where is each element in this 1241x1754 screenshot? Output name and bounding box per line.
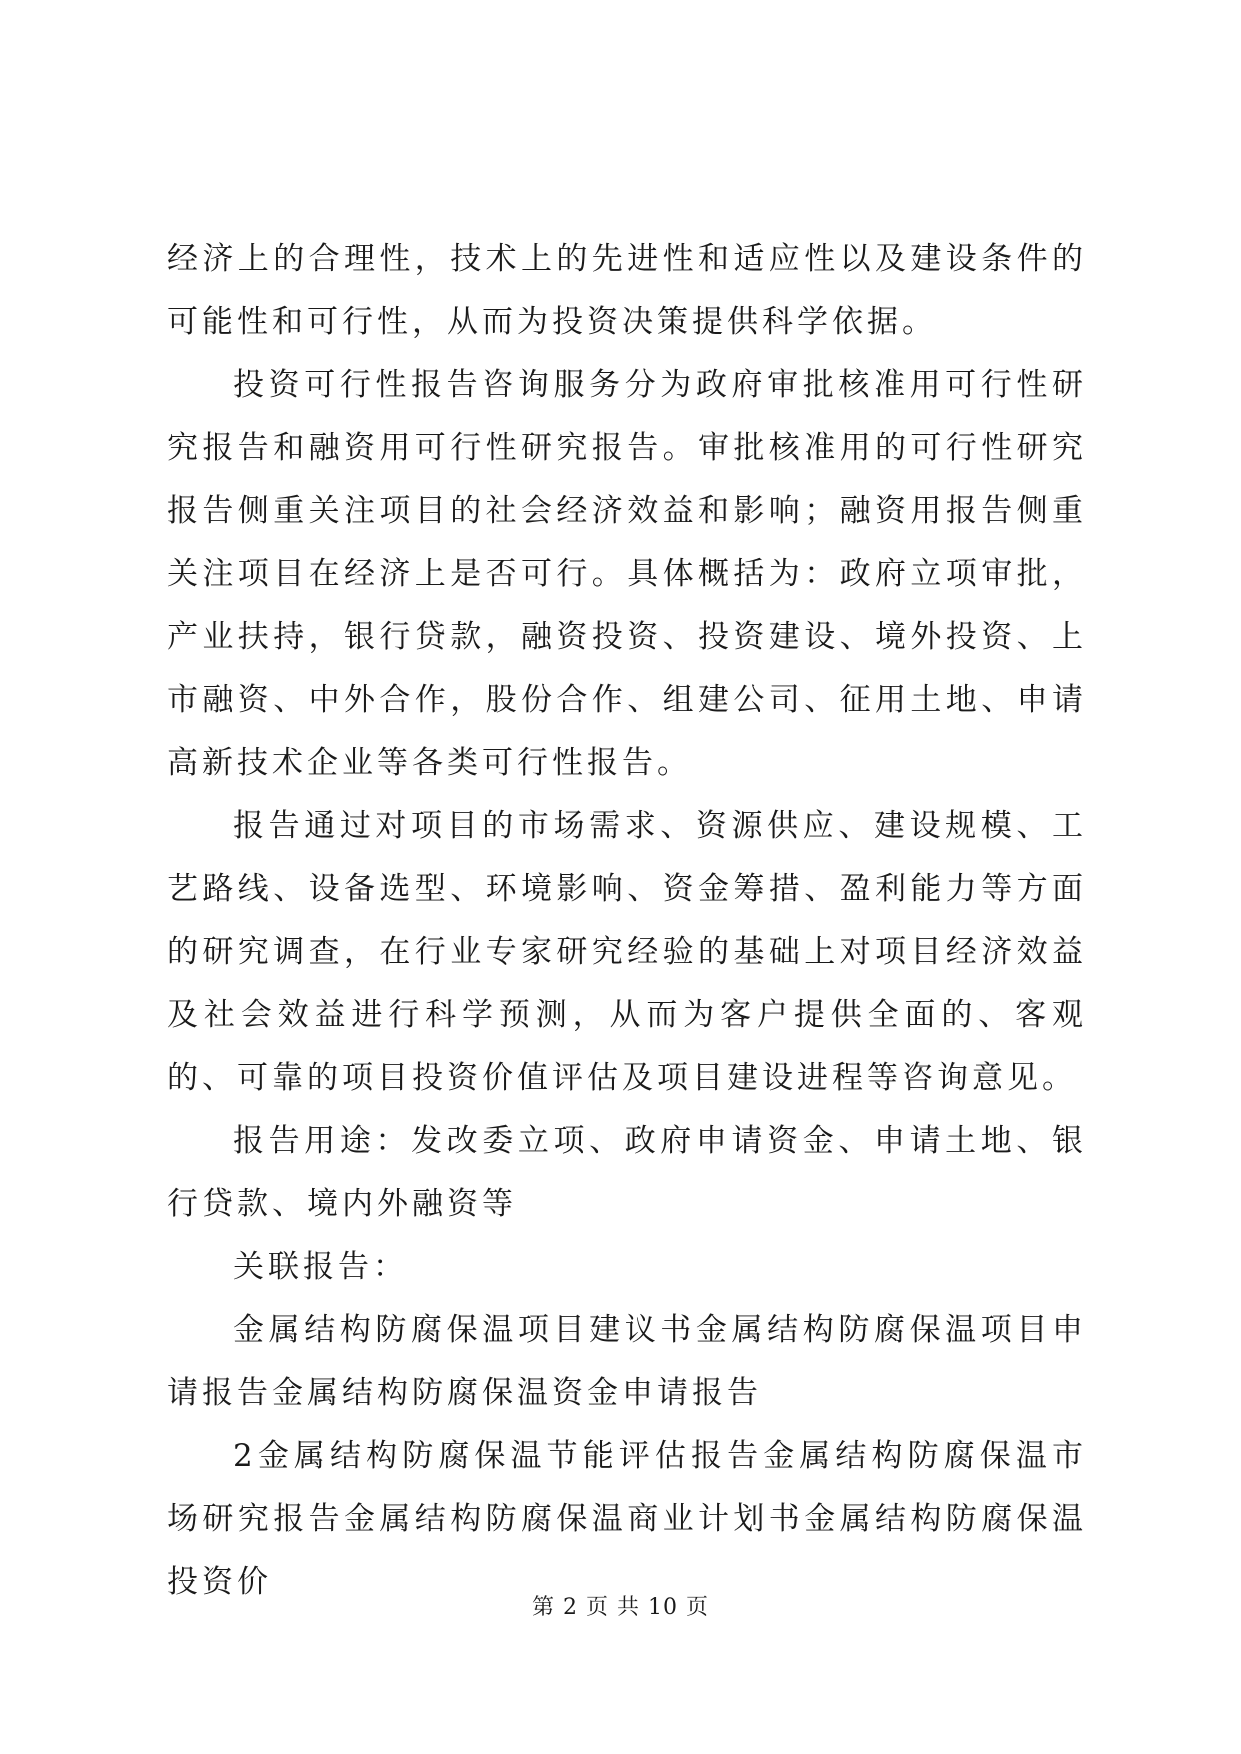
page-number-footer: 第 2 页 共 10 页 (532, 1595, 709, 1620)
paragraph-related-list-1: 金属结构防腐保温项目建议书金属结构防腐保温项目申请报告金属结构防腐保温资金申请报告 (167, 1312, 1087, 1411)
paragraph-service-types: 投资可行性报告咨询服务分为政府审批核准用可行性研究报告和融资用可行性研究报告。审批核准用的可行性研究报告侧重关注项目的社会经济效益和影响；融资用报告侧重关注项目在经济上是否可行。具体概括为：政府立项审批，产业扶持，银行贷款，融资投资、投资建设、境外投资、上市融资、中外合作，股份合作、组建公司、征用土地、申请高新技术企业等各类可行性报告。 (167, 367, 1087, 781)
paragraph-report-scope: 报告通过对项目的市场需求、资源供应、建设规模、工艺路线、设备选型、环境影响、资金筹措、盈利能力等方面的研究调查，在行业专家研究经验的基础上对项目经济效益及社会效益进行科学预测，从而为客户提供全面的、客观的、可靠的项目投资价值评估及项目建设进程等咨询意见。 (167, 808, 1087, 1096)
paragraph-related-list-2: 2金属结构防腐保温节能评估报告金属结构防腐保温市场研究报告金属结构防腐保温商业计划书金属结构防腐保温投资价 (167, 1438, 1087, 1600)
paragraph-report-usage: 报告用途：发改委立项、政府申请资金、申请土地、银行贷款、境内外融资等 (167, 1123, 1087, 1222)
paragraph-continuation: 经济上的合理性，技术上的先进性和适应性以及建设条件的可能性和可行性，从而为投资决策提供科学依据。 (167, 241, 1087, 340)
paragraph-related-heading: 关联报告： (233, 1249, 408, 1285)
body-text (167, 228, 1087, 1614)
